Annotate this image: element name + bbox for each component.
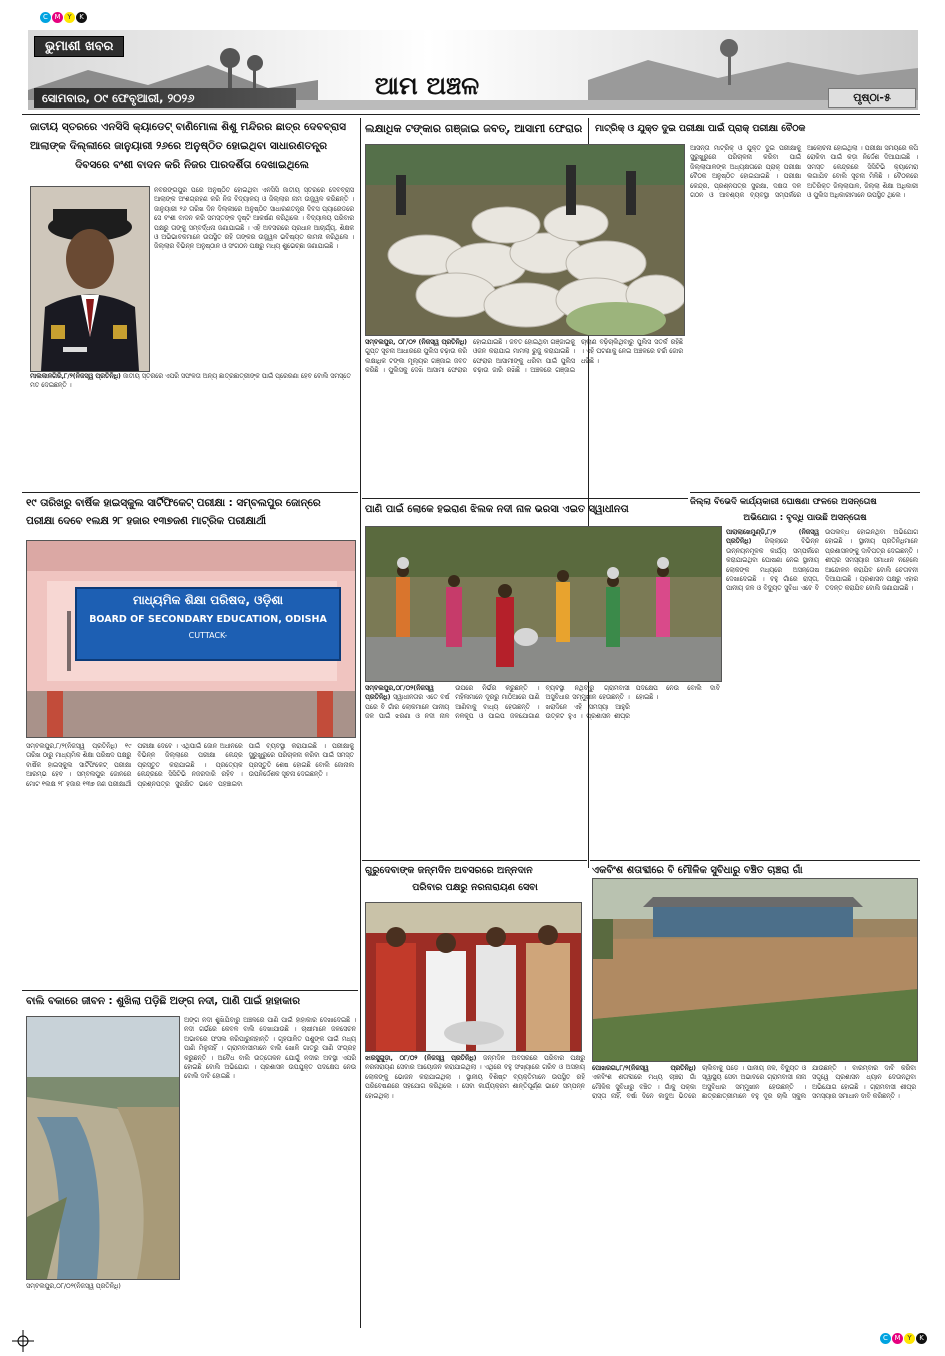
headline: ପରିବାର ପକ୍ଷରୁ ନରନାରାୟଣ ସେବା (412, 882, 538, 893)
photo-caption: ଝାରସୁଗୁଡ଼ା, ୦୮/୦୨ (ନିଜସ୍ୱ ପ୍ରତିନିଧି) (365, 1055, 477, 1062)
article-exam (26, 494, 356, 530)
sign-city: CUTTACK- (188, 631, 228, 640)
article-body-text: ସ୍ୱାଧୀନତାର ଏତେ ବର୍ଷ ପରେ ବି ଗାଁର ଲୋକମାନେ ପାନୀୟ ଜଳ ପାଇଁ ଝରଣା ଓ ନଦୀ ନାଳ ଉପରେ ନିର୍ଭର କରୁଛନ୍ତି । ମହିଳାମାନେ ଦୂରରୁ ମାଠିଆରେ ପାଣି ଆଣିବାକୁ ବାଧ୍ୟ ହେଉଛନ୍ତି । ନଳକୂପ ଓ ପାଇପ ଜଳଯୋଗାଣ ବ୍ୟବସ୍ଥା ନଥିବାରୁ ଗ୍ରାମବାସୀ ଅସୁବିଧାର ସମ୍ମୁଖୀନ ହେଉଛନ୍ତି । ଖରାଦିନେ ଏହି ସମସ୍ୟା ଆହୁରି ଉତ୍କଟ ହୁଏ । ପ୍ରଶାସନ ଶୀଘ୍ର ପଦକ୍ଷେପ ନେଉ ବୋଲି ଦାବି ହୋଇଛି । (365, 685, 720, 721)
subheadline: ଅଭିଯୋଗ : ବୃଦ୍ଧି ପାଉଛି ଅସନ୍ତୋଷ (743, 513, 867, 523)
section-rule (590, 860, 920, 861)
brand-title: ଭୁମାଶୀ ଖବର (34, 36, 124, 57)
photo-caption: ସମ୍ବଲପୁର, ୦୮/୦୨ (ନିଜସ୍ୱ ପ୍ରତିନିଧି) (365, 339, 467, 346)
cmyk-dot: Y (64, 12, 75, 23)
article-body: ସମ୍ବଲପୁର,୮/୨(ନିଜସ୍ୱ ପ୍ରତିନିଧି) ୧୯ ତାରିଖ ଠାରୁ ମାଧ୍ୟମିକ ଶିକ୍ଷା ପରିଷଦ ପକ୍ଷରୁ ବାର୍ଷିକ ହାଇସ୍କୁଲ ସାର୍ଟିଫିକେଟ୍ ପରୀକ୍ଷା ଆରମ୍ଭ ହେବ । ସମ୍ବଲପୁର ଜୋନରେ ମୋଟ ୧ଲକ୍ଷ ୨୮ ହଜାର ୧୩୭ ଜଣ ପରୀକ୍ଷାର୍ଥୀ ପରୀକ୍ଷା ଦେବେ । ଏଥିପାଇଁ ଜୋନ ଅଧୀନରେ ବିଭିନ୍ନ ଜିଲ୍ଲାରେ ପରୀକ୍ଷା କେନ୍ଦ୍ର ପ୍ରସ୍ତୁତ କରାଯାଇଛି । ପ୍ରତ୍ୟେକ କେନ୍ଦ୍ରରେ ସିସିଟିଭି ନଜରଦାରି ରହିବ । ପ୍ରଶ୍ନପତ୍ର ସୁରକ୍ଷିତ ଭାବେ ପହଞ୍ଚାଇବା ପାଇଁ ବ୍ୟବସ୍ଥା କରାଯାଇଛି । ପରୀକ୍ଷାକୁ ସୁରୁଖୁରୁରେ ପରିଚାଳନା କରିବା ପାଇଁ ସମସ୍ତ ପ୍ରସ୍ତୁତି ଶେଷ ହୋଇଛି ବୋଲି ଜୋନାଲ ଉପନିର୍ଦ୍ଦେଶକ ସୂଚନା ଦେଇଛନ୍ତି । (26, 743, 354, 788)
section-rule (22, 492, 358, 493)
date-banner: ସୋମବାର, ୦୯ ଫେବୃଆରୀ, ୨୦୨୬ (34, 88, 296, 108)
article-body (365, 684, 720, 856)
article-body (726, 528, 918, 858)
article-body (30, 372, 354, 422)
food-serving-photo (365, 902, 582, 1052)
article-body: ଅଙ୍ଗ ନଦୀ ଶୁଖିଯିବାରୁ ଅଞ୍ଚଳରେ ପାଣି ପାଇଁ ହାହାକାର ଦେଖାଦେଇଛି । ନଦୀ ଗର୍ଭରେ କେବଳ ବାଲି ଦେଖାଯାଉଛି । ଚାଷୀମାନେ ଜଳସେଚନ ଅଭାବରେ ଫସଲ କରିପାରୁନାହାନ୍ତି । ଗୃହପାଳିତ ପଶୁଙ୍କ ପାଇଁ ମଧ୍ୟ ପାଣି ମିଳୁନାହିଁ । ଗ୍ରାମବାସୀମାନେ ବାଲି ଖୋଳି ଗାତରୁ ପାଣି ସଂଗ୍ରହ କରୁଛନ୍ତି । ଅବୈଧ ବାଲି ଉତ୍ତୋଳନ ଯୋଗୁଁ ନଦୀର ଅବସ୍ଥା ଏପରି ହୋଇଛି ବୋଲି ଅଭିଯୋଗ । ପ୍ରଶାସନ ଉପଯୁକ୍ତ ପଦକ୍ଷେପ ନେଉ ବୋଲି ଦାବି ହୋଇଛି । (184, 1017, 356, 1081)
section-rule (362, 860, 587, 861)
article-body-text: ଏକବିଂଶ ଶତାବ୍ଦୀରେ ମଧ୍ୟ ଚାଞ୍ଚରା ଗାଁ ମୌଳିକ ସୁବିଧାରୁ ବଞ୍ଚିତ । ଗାଁକୁ ପକ୍କା ରାସ୍ତା ନାହିଁ, ବର୍ଷା ଦିନେ କାଦୁଅ ଭିତରେ ଚାଲିବାକୁ ପଡ଼େ । ପାନୀୟ ଜଳ, ବିଦ୍ୟୁତ ଓ ସ୍ୱାସ୍ଥ୍ୟ ସେବା ଅଭାବରେ ଗ୍ରାମବାସୀ ନାନା ଅସୁବିଧାର ସମ୍ମୁଖୀନ ହେଉଛନ୍ତି । ଛାତ୍ରଛାତ୍ରୀମାନେ ବହୁ ଦୂର ଚାଲି ସ୍କୁଲ ଯାଉଛନ୍ତି । ବାରମ୍ବାର ଦାବି କରିବା ସତ୍ତ୍ୱେ ପ୍ରଶାସନ ଧ୍ୟାନ ଦେଉନଥିବା ଅଭିଯୋଗ ହୋଇଛି । ଗ୍ରାମବାସୀ ଶୀଘ୍ର ସମସ୍ୟାର ସମାଧାନ ଦାବି କରିଛନ୍ତି । (592, 1065, 916, 1101)
dry-river-photo (26, 1016, 180, 1280)
women-water-photo (365, 526, 722, 682)
section-title: ଆମ ଅଞ୍ଚଳ (374, 71, 480, 100)
cmyk-dot: Y (904, 1333, 915, 1344)
masthead (28, 30, 918, 110)
headline: ମାଟ୍ରିକ୍ ଓ ଯୁକ୍ତ ଦୁଇ ପରୀକ୍ଷା ପାଇଁ ପ୍ରାକ୍ ପରୀକ୍ଷା ବୈଠକ (595, 123, 806, 134)
cadet-portrait (30, 186, 150, 372)
headline: ଗୁରୁଦେବାଙ୍କ ଜନ୍ମଦିନ ଅବସରରେ ଅନ୍ନଦାନ (365, 865, 533, 876)
dateline: ପୋଖରଗା,୮/୨(ନିଜସ୍ୱ ପ୍ରତିନିଧି) (592, 1065, 696, 1072)
seized-bags-photo (365, 144, 685, 336)
village-road-photo (592, 878, 918, 1062)
article-body-text: ଜନ୍ମଦିନ ଅବସରରେ ପରିବାର ପକ୍ଷରୁ ନରନାରାୟଣ ସେବାର ଆୟୋଜନ କରାଯାଇଥିଲା । ଏଥିରେ ବହୁ ସଂଖ୍ୟାରେ ଗରିବ ଓ ଅସହାୟ ଲୋକଙ୍କୁ ଭୋଜନ କରାଯାଇଥିଲା । ସ୍ଥାନୀୟ ବିଶିଷ୍ଟ ବ୍ୟକ୍ତିମାନେ ଉପସ୍ଥିତ ରହି ପରିବେଷଣରେ ସହଯୋଗ କରିଥିଲେ । ସେବା କାର୍ଯ୍ୟକ୍ରମ ଶାନ୍ତିପୂର୍ଣ୍ଣ ଭାବେ ସମ୍ପନ୍ନ ହୋଇଥିଲା । (365, 1055, 585, 1100)
cmyk-dot: C (880, 1333, 891, 1344)
bse-building-photo (26, 540, 356, 738)
headline: ୧୯ ତାରିଖରୁ ବାର୍ଷିକ ହାଇସ୍କୁଲ ସାର୍ଟିଫିକେଟ୍ ପରୀକ୍ଷା : ସମ୍ବଲପୁର ଜୋନ୍‌ରେ (26, 497, 321, 509)
article-body-text: ଗୁପ୍ତ ସୂଚନା ଆଧାରରେ ପୁଲିସ ଚଢ଼ାଉ କରି ଲକ୍ଷାଧିକ ଟଙ୍କା ମୂଲ୍ୟର ଗଞ୍ଜାଇ ଜବତ କରିଛି । ପୁଲିସକୁ ଦେଖି ଆସାମୀ ଫେରାର ହୋଇଯାଇଛି । ଜବତ ହୋଇଥିବା ଗଞ୍ଜାଇକୁ ଓଜନ କରାଯାଇ ମାମଲା ରୁଜୁ କରାଯାଇଛି । ଫେରାର ଆସାମୀଙ୍କୁ ଧରିବା ପାଇଁ ପୁଲିସ ଚଢ଼ାଉ ଜାରି ରଖିଛି । ଅଞ୍ଚଳରେ ଗଞ୍ଜାଇ ଚାଲାଣ ବଢ଼ିଚାଲିଥିବାରୁ ପୁଲିସ ସତର୍କ ରହିଛି । ଏହି ଘଟଣାକୁ ନେଇ ଅଞ୍ଚଳରେ ଚର୍ଚ୍ଚା ଜୋର ଧରିଛି । (365, 339, 683, 375)
article-river (26, 992, 356, 1010)
article-ncc (30, 118, 354, 175)
cmyk-strip-bottom (880, 1333, 927, 1344)
headline: ପରୀକ୍ଷା ଦେବେ ୧ଲକ୍ଷ ୨୮ ହଜାର ୧୩୭ଜଣ ମାଟ୍ରିକ ପରୀକ୍ଷାର୍ଥୀ (26, 515, 266, 527)
article-body (365, 338, 683, 496)
cmyk-dot: K (916, 1333, 927, 1344)
headline: ଜାତୀୟ ସ୍ତରରେ ଏନସିସି କ୍ୟାଡେଟ୍ ବାଣିମୋଳା ଶିଶୁ ମନ୍ଦିରର ଛାତ୍ର ଦେବବ୍ରାସ (30, 121, 347, 133)
article-body: ନବରଙ୍ଗପୁର ପରେ ଅନୁଷ୍ଠିତ ହୋଇଥିବା ଏନସିସି ଜାତୀୟ ସ୍ତରରେ ଦେବବ୍ରାସ ଆଲାଙ୍କ ଅଂଶଗ୍ରହଣ କରି ନିଜ ବିଦ୍ୟାଳୟ ଓ ଜିଲ୍ଲାର ନାମ ଉଜ୍ଜ୍ୱଳ କରିଛନ୍ତି । ଜାନୁୟାରୀ ୨୬ ତାରିଖ ଦିନ ଦିଲ୍ଲୀରେ ଅନୁଷ୍ଠିତ ସାଧାରଣତନ୍ତ୍ର ଦିବସ ପ୍ୟାରେଡରେ ସେ ବଂଶୀ ବାଦନ କରି ସମସ୍ତଙ୍କ ଦୃଷ୍ଟି ଆକର୍ଷଣ କରିଥିଲେ । ବିଦ୍ୟାଳୟ ପରିବାର ପକ୍ଷରୁ ତାଙ୍କୁ ସମ୍ବର୍ଦ୍ଧନା ଜଣାଯାଇଛି । ଏହି ଅବସରରେ ପ୍ରଧାନ ଆଚାର୍ଯ୍ୟ, ଶିକ୍ଷକ ଓ ଅଭିଭାବକମାନେ ଉପସ୍ଥିତ ରହି ତାଙ୍କର ଉଜ୍ଜ୍ୱଳ ଭବିଷ୍ୟତ କାମନା କରିଥିଲେ । ଜିଲ୍ଲାର ବିଭିନ୍ନ ଅନୁଷ୍ଠାନ ଓ ସଂଗଠନ ପକ୍ଷରୁ ମଧ୍ୟ ଶୁଭେଚ୍ଛା ଜଣାଯାଇଛି । (154, 187, 354, 251)
article-water (365, 500, 685, 520)
photo-caption: ସମ୍ବଲପୁର,୦୮/୦୨(ନିଜସ୍ୱ ପ୍ରତିନିଧି) (365, 685, 434, 702)
dateline: ମାଲକାନଗିରି,୮/୨(ନିଜସ୍ୱ ପ୍ରତିନିଧି) (30, 373, 121, 380)
section-rule (22, 990, 358, 991)
page-number: ପୃଷ୍ଠା-୫ (828, 88, 916, 108)
cmyk-dot: C (40, 12, 51, 23)
headline: ଲକ୍ଷାଧିକ ଟଙ୍କାର ଗଞ୍ଜାଇ ଜବତ୍, ଆସାମୀ ଫେରାର (365, 122, 583, 135)
headline: ଏକବିଂଶ ଶତାବ୍ଦୀରେ ବି ମୌଳିକ ସୁବିଧାରୁ ବଞ୍ଚିତ ଚାଞ୍ଚରା ଗାଁ (592, 865, 803, 876)
dateline: ପାରାଲାଖେମୁଣ୍ଡି,୮/୨ (ନିଜସ୍ୱ ପ୍ରତିନିଧି) (726, 529, 819, 546)
article-body-tail: ଜାତୀୟ ସ୍ତରରେ ଏପରି ସଫଳତା ଅନ୍ୟ ଛାତ୍ରଛାତ୍ରୀଙ୍କ ପାଇଁ ପ୍ରେରଣା ହେବ ବୋଲି ସମସ୍ତେ ମତ ଦେଇଛନ୍ତି । (30, 373, 351, 390)
article-body: ଆସନ୍ତା ମାଟ୍ରିକ୍ ଓ ଯୁକ୍ତ ଦୁଇ ପରୀକ୍ଷାକୁ ସୁରୁଖୁରୁରେ ପରିଚାଳନା କରିବା ପାଇଁ ଜିଲ୍ଲାପାଳଙ୍କ ଅଧ୍ୟକ୍ଷତାରେ ପ୍ରାକ୍ ପରୀକ୍ଷା ବୈଠକ ଅନୁଷ୍ଠିତ ହୋଇଯାଇଛି । ପରୀକ୍ଷା କେନ୍ଦ୍ର, ପ୍ରଶ୍ନପତ୍ର ସୁରକ୍ଷା, ଦକ୍ଷତା ଦଳ ଗଠନ ଓ ଆବଶ୍ୟକ ବ୍ୟବସ୍ଥା ସମ୍ପର୍କରେ ଆଲୋଚନା ହୋଇଥିଲା । ପରୀକ୍ଷା ସମୟରେ କପି ରୋକିବା ପାଇଁ କଡ଼ା ନିର୍ଦ୍ଦେଶ ଦିଆଯାଇଛି । ସମସ୍ତ କେନ୍ଦ୍ରରେ ସିସିଟିଭି କ୍ୟାମେରା ଲଗାଯିବ ବୋଲି ସୂଚନା ମିଳିଛି । ବୈଠକରେ ଅତିରିକ୍ତ ଜିଲ୍ଲାପାଳ, ଜିଲ୍ଲା ଶିକ୍ଷା ଅଧିକାରୀ ଓ ପୁଲିସ ଅଧିକାରୀମାନେ ଉପସ୍ଥିତ ଥିଲେ । (690, 145, 918, 200)
bse-signboard (75, 587, 341, 661)
sign-english: BOARD OF SECONDARY EDUCATION, ODISHA (89, 614, 327, 625)
section-rule (362, 498, 688, 499)
column-rule (360, 118, 361, 1328)
article-body-text: ଜିଲ୍ଲାରେ ବିଭିନ୍ନ ଉନ୍ନୟନମୂଳକ କାର୍ଯ୍ୟ ସମ୍ପର୍କରେ କରାଯାଇଥିବା ଘୋଷଣା ନେଇ ସ୍ଥାନୀୟ ଲୋକଙ୍କ ମଧ୍ୟରେ ଅସନ୍ତୋଷ ଦେଖାଦେଇଛି । ବହୁ ଗାଁରେ ରାସ୍ତା, ପାନୀୟ ଜଳ ଓ ବିଦ୍ୟୁତ ସୁବିଧା ଏବେ ବି ଉପଲବ୍ଧ ହୋଇନଥିବା ଅଭିଯୋଗ ହୋଇଛି । ସ୍ଥାନୀୟ ପ୍ରତିନିଧିମାନେ ପ୍ରଶାସନଙ୍କୁ ଦାବିପତ୍ର ଦେଇଛନ୍ତି । ଶୀଘ୍ର ସମସ୍ୟାର ସମାଧାନ ନହେଲେ ଆନ୍ଦୋଳନ କରାଯିବ ବୋଲି ଚେତାବନୀ ଦିଆଯାଇଛି । ପ୍ରଶାସନ ପକ୍ଷରୁ ଏହାର ତଦନ୍ତ କରାଯିବ ବୋଲି ଜଣାଯାଇଛି । (726, 529, 918, 593)
cmyk-strip-top (40, 12, 87, 23)
article-seva (365, 862, 585, 896)
photo-caption: ସମ୍ବଲପୁର,୦୮/୦୨(ନିଜସ୍ୱ ପ୍ରତିନିଧି) (26, 1283, 121, 1290)
headline: ଦିବସରେ ବଂଶୀ ବାଦନ କରି ନିଜର ପାରଦର୍ଶିତା ଦେଖାଇଥିଲେ (75, 159, 309, 171)
article-matric-meeting (595, 118, 917, 140)
article-body (592, 1064, 916, 1322)
sign-odia: ମାଧ୍ୟମିକ ଶିକ୍ଷା ପରିଷଦ, ଓଡ଼ିଶା (132, 593, 284, 607)
headline: ପାଣି ପାଇଁ ଲୋକେ ହଇରାଣ ଝିଲକ ନଦୀ ନାଳ ଭରସା ଏଇତ ସ୍ୱାଧୀନତା (365, 504, 629, 515)
cmyk-dot: M (892, 1333, 903, 1344)
top-rule (22, 114, 920, 115)
headline: ଜିଲ୍ଲା ବିଭେଦି କାର୍ଯ୍ୟକାରୀ ଘୋଷଣା ଫଳରେ ଅସନ୍ତୋଷ (690, 497, 877, 507)
article-body (365, 1054, 585, 1322)
crosshair-icon (12, 1330, 34, 1356)
headline: ବାଲି ବକାରେ ଜୀବନ : ଶୁଖିଲା ପଡ଼ିଛି ଅଙ୍ଗ ନଦୀ, ପାଣି ପାଇଁ ହାହାକାର (26, 995, 300, 1007)
section-rule (690, 492, 920, 493)
cmyk-dot: K (76, 12, 87, 23)
headline: ଆଲାଙ୍କ ଦିଲ୍ଲୀରେ ଜାନୁୟାରୀ ୨୬ରେ ଅନୁଷ୍ଠିତ ହୋଇଥିବା ସାଧାରଣତନ୍ତ୍ର (30, 140, 328, 152)
cmyk-dot: M (52, 12, 63, 23)
article-demand (690, 494, 920, 526)
